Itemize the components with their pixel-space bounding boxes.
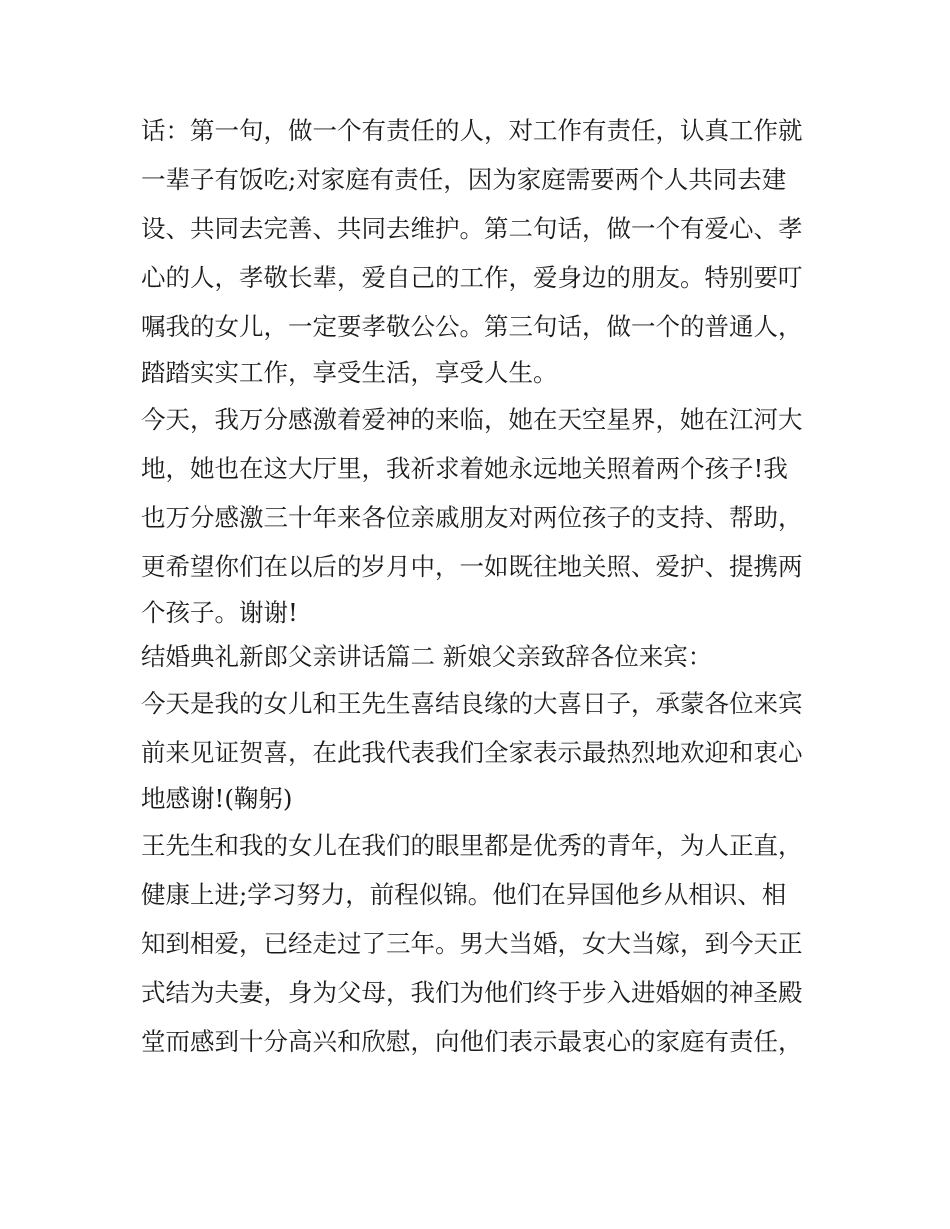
text-line: 地感谢!(鞠躬) xyxy=(141,784,293,813)
section-heading-paragraph xyxy=(141,635,821,679)
text-line: 知到相爱，已经走过了三年。男大当婚，女大当嫁，到今天正 xyxy=(141,929,803,958)
text-line: 健康上进;学习努力，前程似锦。他们在异国他乡从相识、相 xyxy=(141,880,787,909)
paragraph-couple-praise xyxy=(141,821,821,1066)
section-heading: 结婚典礼新郎父亲讲话篇二 新娘父亲致辞各位来宾： xyxy=(141,642,713,671)
text-line: 嘱我的女儿，一定要孝敬公公。第三句话，做一个的普通人， xyxy=(141,312,803,341)
text-line: 个孩子。谢谢! xyxy=(141,598,298,627)
text-line: 今天，我万分感激着爱神的来临，她在天空星界，她在江河大 xyxy=(141,405,803,434)
text-line: 王先生和我的女儿在我们的眼里都是优秀的青年，为人正直， xyxy=(141,831,803,860)
text-line: 更希望你们在以后的岁月中，一如既往地关照、爱护、提携两 xyxy=(141,552,803,581)
text-line: 前来见证贺喜，在此我代表我们全家表示最热烈地欢迎和衷心 xyxy=(141,738,803,767)
paragraph-welcome xyxy=(141,679,821,821)
paragraph-gratitude xyxy=(141,395,821,635)
text-line: 式结为夫妻，身为父母，我们为他们终于步入进婚姻的神圣殿 xyxy=(141,978,803,1007)
text-line: 话：第一句，做一个有责任的人，对工作有责任，认真工作就 xyxy=(141,116,803,145)
text-line: 心的人，孝敬长辈，爱自己的工作，爱身边的朋友。特别要叮 xyxy=(141,263,803,292)
paragraph-closing-advice xyxy=(141,106,821,395)
text-line: 也万分感激三十年来各位亲戚朋友对两位孩子的支持、帮助， xyxy=(141,503,803,532)
text-line: 踏踏实实工作，享受生活，享受人生。 xyxy=(141,358,558,387)
text-line: 今天是我的女儿和王先生喜结良缘的大喜日子，承蒙各位来宾 xyxy=(141,689,803,718)
text-line: 设、共同去完善、共同去维护。第二句话，做一个有爱心、孝 xyxy=(141,214,803,243)
text-line: 一辈子有饭吃;对家庭有责任，因为家庭需要两个人共同去建 xyxy=(141,165,787,194)
text-line: 堂而感到十分高兴和欣慰，向他们表示最衷心的家庭有责任， xyxy=(141,1027,803,1056)
text-line: 地，她也在这大厅里，我祈求着她永远地关照着两个孩子!我 xyxy=(141,454,788,483)
document-body xyxy=(141,106,821,1066)
